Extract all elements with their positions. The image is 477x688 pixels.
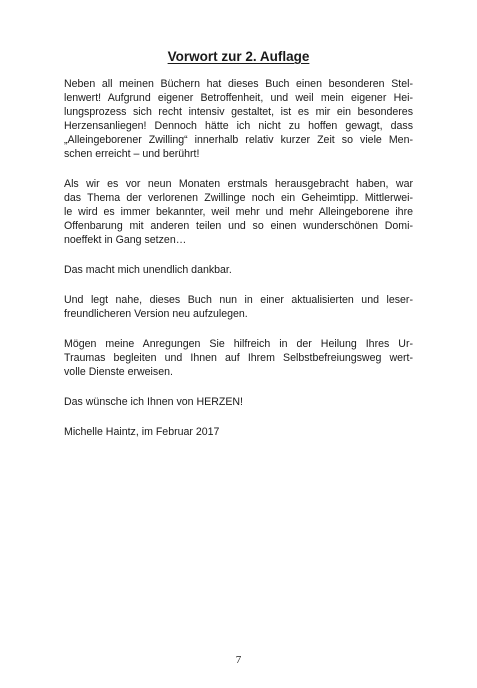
page-number: 7 bbox=[235, 654, 242, 666]
text-line: Als wir es vor neun Monaten erstmals herausgebracht haben, war bbox=[64, 178, 413, 190]
text-line: Michelle Haintz, im Februar 2017 bbox=[64, 426, 220, 438]
text-line: Das wünsche ich Ihnen von HERZEN! bbox=[64, 396, 243, 408]
text-line: schen erreicht – und berührt! bbox=[64, 148, 200, 160]
text-line: le wird es immer bekannter, weil mehr und mehr Alleingeborene ihre bbox=[64, 206, 413, 218]
paragraph bbox=[64, 395, 413, 409]
text-line: Neben all meinen Büchern hat dieses Buch einen besonderen Stel- bbox=[64, 78, 413, 90]
paragraph bbox=[64, 293, 413, 321]
text-line: das Thema der verlorenen Zwillinge noch ein Geheimtipp. Mittlerwei- bbox=[64, 192, 413, 204]
text-line: Mögen meine Anregungen Sie hilfreich in der Heilung Ihres Ur- bbox=[64, 338, 413, 350]
paragraph bbox=[64, 177, 413, 247]
page-title: Vorwort zur 2. Auflage bbox=[167, 49, 310, 64]
text-line: lenwert! Aufgrund eigener Betroffenheit, und weil mein eigener Hei- bbox=[64, 92, 413, 104]
text-line: Und legt nahe, dieses Buch nun in einer aktualisierten und leser- bbox=[64, 294, 413, 306]
text-line: volle Dienste erweisen. bbox=[64, 366, 173, 378]
text-line: Offenbarung mit anderen teilen und so einen wunderschönen Domi- bbox=[64, 220, 413, 232]
text-line: noeffekt in Gang setzen… bbox=[64, 234, 187, 246]
text-line: „Alleingeborener Zwilling“ innerhalb relativ kurzer Zeit so viele Men- bbox=[64, 134, 413, 146]
paragraph bbox=[64, 263, 413, 277]
paragraph bbox=[64, 337, 413, 379]
body-text bbox=[64, 77, 413, 455]
text-line: Traumas begleiten und Ihnen auf Ihrem Selbstbefreiungsweg wert- bbox=[64, 352, 413, 364]
text-line: Herzensanliegen! Dennoch hätte ich nicht zu hoffen gewagt, dass bbox=[64, 120, 413, 132]
text-line: Das macht mich unendlich dankbar. bbox=[64, 264, 232, 276]
text-line: freundlicheren Version neu aufzulegen. bbox=[64, 308, 248, 320]
signature-line bbox=[64, 425, 413, 439]
paragraph bbox=[64, 77, 413, 161]
text-line: lungsprozess sich recht intensiv gestaltet, ist es mir ein besonderes bbox=[64, 106, 413, 118]
